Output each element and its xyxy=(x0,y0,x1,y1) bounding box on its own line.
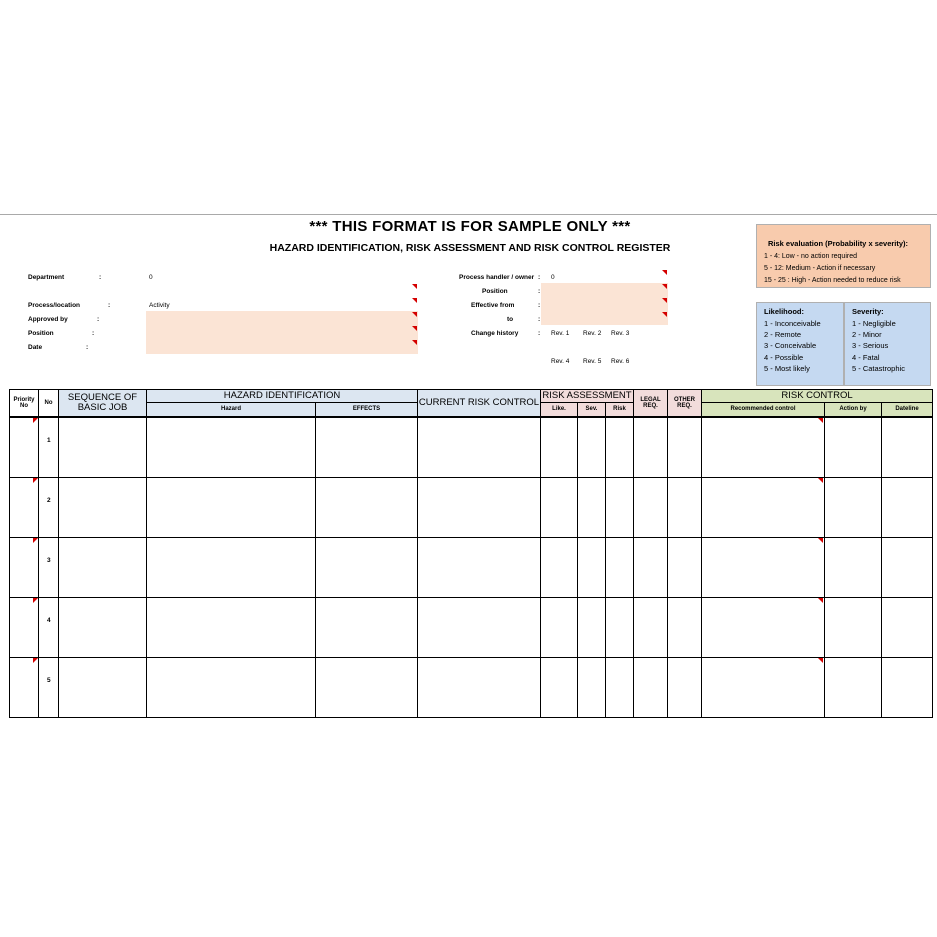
date-label: Date xyxy=(28,344,43,351)
row-number: 1 xyxy=(47,437,51,444)
grid-line xyxy=(146,417,147,718)
grid-line xyxy=(824,417,825,718)
likelihood-item: 1 - Inconceivable xyxy=(764,319,821,328)
likelihood-item: 4 - Possible xyxy=(764,352,804,362)
department-label: Department xyxy=(28,274,65,281)
revision-3: Rev. 3 xyxy=(611,330,630,337)
severity-legend xyxy=(844,302,931,386)
col-legal-req: LEGAL REQ. xyxy=(633,389,668,417)
severity-item: 3 - Serious xyxy=(852,341,889,351)
approved-by-colon: : xyxy=(97,316,100,323)
risk-evaluation-line: 5 - 12: Medium - Action if necessary xyxy=(764,265,876,272)
owner-position-label: Position xyxy=(482,288,508,295)
comment-marker-icon xyxy=(412,340,417,345)
comment-marker-icon xyxy=(662,298,667,303)
grid-line xyxy=(9,477,933,478)
register-table-body xyxy=(9,417,933,718)
grid-line xyxy=(9,417,10,718)
risk-evaluation-line: 1 - 4: Low - no action required xyxy=(764,253,857,260)
comment-marker-icon xyxy=(33,658,38,663)
register-subtitle: HAZARD IDENTIFICATION, RISK ASSESSMENT AND RISK CONTROL REGISTER xyxy=(269,242,671,254)
grid-line xyxy=(315,417,316,718)
row-number: 2 xyxy=(47,497,51,504)
col-hazard: Hazard xyxy=(146,402,316,417)
comment-marker-icon xyxy=(412,312,417,317)
row-number: 4 xyxy=(47,617,51,624)
revision-4: Rev. 4 xyxy=(551,358,570,365)
date-colon: : xyxy=(86,344,89,351)
grid-line xyxy=(540,417,541,718)
comment-marker-icon xyxy=(33,598,38,603)
col-severity: Sev. xyxy=(577,402,606,417)
position-colon: : xyxy=(92,330,95,337)
position-label: Position xyxy=(28,330,54,337)
grid-line xyxy=(9,657,933,658)
grid-line xyxy=(667,417,668,718)
process-location-colon: : xyxy=(108,302,111,309)
grid-line xyxy=(605,417,606,718)
grid-line xyxy=(38,417,39,718)
col-likelihood: Like. xyxy=(540,402,578,417)
grid-line xyxy=(633,417,634,718)
comment-marker-icon xyxy=(33,538,38,543)
comment-marker-icon xyxy=(818,598,823,603)
department-value[interactable]: 0 xyxy=(149,274,153,281)
grid-line xyxy=(701,417,702,718)
grid-line xyxy=(9,597,933,598)
severity-item: 2 - Minor xyxy=(852,330,882,340)
change-history-colon: : xyxy=(538,330,541,337)
risk-evaluation-box xyxy=(756,224,931,288)
row-number: 3 xyxy=(47,557,51,564)
comment-marker-icon xyxy=(412,284,417,289)
effective-to-label: to xyxy=(507,316,514,323)
severity-item: 1 - Negligible xyxy=(852,319,896,328)
comment-marker-icon xyxy=(412,326,417,331)
change-history-label: Change history xyxy=(471,330,519,337)
process-location-value[interactable]: Activity xyxy=(149,302,170,309)
col-other-req: OTHER REQ. xyxy=(667,389,702,417)
risk-evaluation-line: 15 - 25 : High - Action needed to reduce risk xyxy=(764,277,901,284)
grid-line xyxy=(932,417,933,718)
approved-by-label: Approved by xyxy=(28,316,68,323)
col-recommended-control: Recommended control xyxy=(701,402,825,417)
comment-marker-icon xyxy=(662,270,667,275)
col-risk-control: RISK CONTROL xyxy=(701,389,933,403)
col-effects: EFFECTS xyxy=(315,402,418,417)
process-owner-label: Process handler / owner xyxy=(459,274,535,281)
likelihood-heading: Likelihood: xyxy=(764,307,804,316)
comment-marker-icon xyxy=(33,478,38,483)
revision-6: Rev. 6 xyxy=(611,358,630,365)
col-sequence: SEQUENCE OF BASIC JOB xyxy=(58,389,147,417)
revision-2: Rev. 2 xyxy=(583,330,602,337)
col-action-by: Action by xyxy=(824,402,882,417)
comment-marker-icon xyxy=(662,312,667,317)
comment-marker-icon xyxy=(818,478,823,483)
comment-marker-icon xyxy=(33,418,38,423)
col-current-risk-control: CURRENT RISK CONTROL xyxy=(417,389,541,417)
likelihood-item: 2 - Remote xyxy=(764,330,802,340)
owner-position-colon: : xyxy=(538,288,541,295)
comment-marker-icon xyxy=(818,658,823,663)
likelihood-legend xyxy=(756,302,844,386)
effective-from-label: Effective from xyxy=(471,302,515,309)
grid-line xyxy=(9,717,933,718)
col-risk: Risk xyxy=(605,402,634,417)
effective-dates-input-area[interactable] xyxy=(541,283,668,325)
grid-line xyxy=(881,417,882,718)
likelihood-item: 5 - Most likely xyxy=(764,363,810,373)
process-location-label: Process/location xyxy=(28,302,81,309)
grid-line xyxy=(9,417,933,418)
comment-marker-icon xyxy=(662,284,667,289)
comment-marker-icon xyxy=(818,538,823,543)
page-title: *** THIS FORMAT IS FOR SAMPLE ONLY *** xyxy=(309,218,631,235)
grid-line xyxy=(9,537,933,538)
severity-heading: Severity: xyxy=(852,307,884,316)
grid-line xyxy=(417,417,418,718)
revision-5: Rev. 5 xyxy=(583,358,602,365)
severity-item: 5 - Catastrophic xyxy=(852,363,905,373)
col-dateline: Dateline xyxy=(881,402,933,417)
risk-evaluation-heading: Risk evaluation (Probability x severity): xyxy=(768,239,909,248)
effective-from-colon: : xyxy=(538,302,541,309)
col-risk-assessment: RISK ASSESSMENT xyxy=(540,389,634,403)
col-hazard-identification: HAZARD IDENTIFICATION xyxy=(146,389,418,403)
sheet-top-border xyxy=(0,214,937,215)
comment-marker-icon xyxy=(412,298,417,303)
grid-line xyxy=(577,417,578,718)
grid-line xyxy=(58,417,59,718)
process-owner-colon: : xyxy=(538,274,541,281)
approval-input-area[interactable] xyxy=(146,311,418,354)
register-table-header xyxy=(9,389,933,417)
effective-to-colon: : xyxy=(538,316,541,323)
row-number: 5 xyxy=(47,677,51,684)
col-no: No xyxy=(38,389,59,417)
severity-item: 4 - Fatal xyxy=(852,352,880,362)
department-colon: : xyxy=(99,274,102,281)
comment-marker-icon xyxy=(818,418,823,423)
revision-1: Rev. 1 xyxy=(551,330,570,337)
likelihood-item: 3 - Conceivable xyxy=(764,341,817,351)
col-priority-no: Priority No xyxy=(9,389,39,417)
process-owner-value[interactable]: 0 xyxy=(551,274,555,281)
